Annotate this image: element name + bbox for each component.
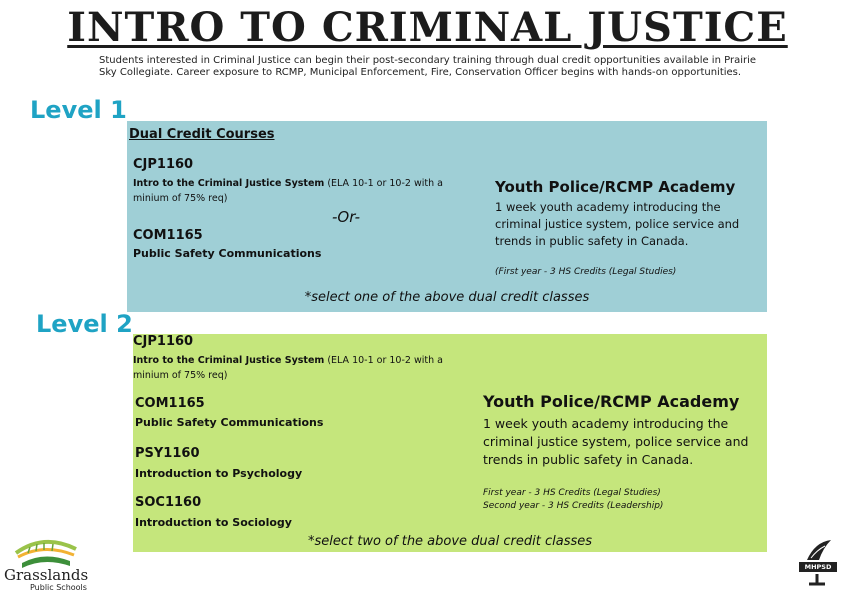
page-title: INTRO TO CRIMINAL JUSTICE (67, 4, 788, 51)
level-1-label: Level 1 (30, 96, 127, 124)
academy-credits: First year - 3 HS Credits (Legal Studies) Second year - 3 HS Credits (Leadership) (483, 488, 664, 511)
level-1-box (127, 121, 767, 312)
intro-paragraph: Students interested in Criminal Justice can begin their post-secondary training through dual credit opportunities available in Prairie Sky Collegiate. Career exposure to RCMP, Municipal Enforcement, Fire, Conservation Officer begins with hands-on opportunities. (99, 55, 757, 78)
academy-description: 1 week youth academy introducing the criminal justice system, police service and trends in public safety in Canada. (483, 416, 749, 467)
academy-title: Youth Police/RCMP Academy (495, 178, 736, 196)
course-name-cjp1160: Intro to the Criminal Justice System (ELA 10-1 or 10-2 with a minium of 75% req) (133, 355, 443, 381)
level-2-label: Level 2 (36, 310, 133, 338)
course-name-com1165: Public Safety Communications (133, 247, 322, 260)
logo-right-text: MHPSD (804, 563, 832, 571)
logo-left-text: Grasslands (4, 566, 89, 584)
level-2-box (133, 334, 767, 552)
select-note: *select two of the above dual credit classes (307, 534, 593, 549)
course-code-cjp1160: CJP1160 (133, 334, 194, 349)
course-code-com1165: COM1165 (133, 228, 203, 243)
course-name-cjp1160: Intro to the Criminal Justice System (ELA 10-1 or 10-2 with a minium of 75% req) (133, 178, 443, 204)
course-name-soc1160: Introduction to Sociology (135, 516, 292, 529)
course-code-psy1160: PSY1160 (135, 446, 200, 461)
academy-credits: (First year - 3 HS Credits (Legal Studies) (495, 267, 677, 277)
academy-title: Youth Police/RCMP Academy (483, 392, 740, 411)
logo-left-subtext: Public Schools (30, 583, 87, 592)
academy-description: 1 week youth academy introducing the criminal justice system, police service and trends in public safety in Canada. (495, 200, 740, 248)
course-code-com1165: COM1165 (135, 396, 205, 411)
course-name-psy1160: Introduction to Psychology (135, 467, 303, 480)
select-note: *select one of the above dual credit classes (304, 290, 590, 305)
course-name-com1165: Public Safety Communications (135, 416, 324, 429)
course-code-cjp1160: CJP1160 (133, 157, 194, 172)
course-code-soc1160: SOC1160 (135, 495, 202, 510)
or-separator: -Or- (332, 208, 360, 226)
dual-credit-heading: Dual Credit Courses (129, 127, 275, 142)
